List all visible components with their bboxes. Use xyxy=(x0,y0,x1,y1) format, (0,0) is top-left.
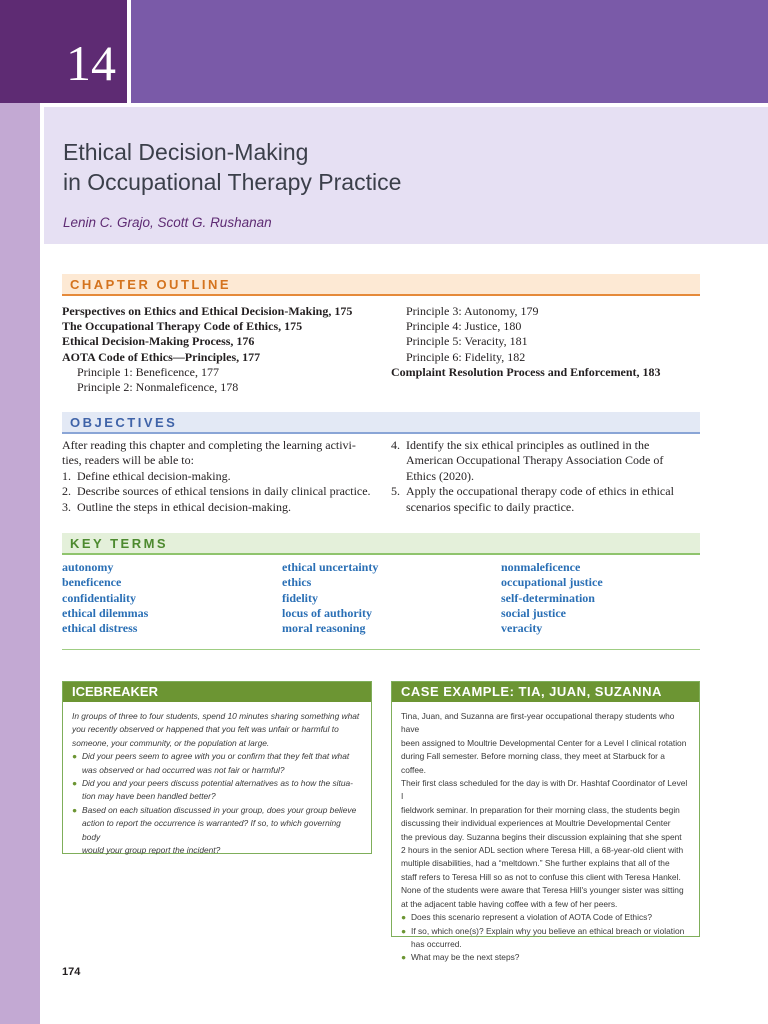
outline-item: Complaint Resolution Process and Enforcement, 183 xyxy=(391,364,661,379)
icebreaker-body xyxy=(63,702,371,857)
chapter-authors: Lenin C. Grajo, Scott G. Rushanan xyxy=(63,215,272,230)
case-line: Tina, Juan, and Suzanna are first-year occupational therapy students who have xyxy=(401,711,675,735)
key-term-link[interactable]: nonmaleficence xyxy=(501,560,581,574)
icebreaker-bullet: ● Did you and your peers discuss potential alternatives as to how the situa- tion may have been handled better? xyxy=(72,777,361,804)
objective-item: 5. Apply the occupational therapy code of ethics in ethical scenarios specific to daily practice. xyxy=(391,484,674,514)
objective-item: 2. Describe sources of ethical tensions in daily clinical practice. xyxy=(62,484,371,499)
icebreaker-box xyxy=(62,681,372,854)
key-term-link[interactable]: moral reasoning xyxy=(282,621,366,636)
key-term-link[interactable]: fidelity xyxy=(282,590,318,605)
objective-item: 4. Identify the six ethical principles as outlined in the American Occupational Therapy Association Code of Ethics (2020). xyxy=(391,438,664,483)
objectives-intro-line: After reading this chapter and completing the learning activi- xyxy=(62,438,356,452)
case-line: staff refers to Teresa Hill so as not to confuse this client with Teresa Hankel. xyxy=(401,871,681,882)
chapter-number-box xyxy=(0,0,127,103)
case-line: discussing their individual experiences at Moultrie Developmental Center xyxy=(401,818,671,829)
outline-item: The Occupational Therapy Code of Ethics, 175 xyxy=(62,319,303,334)
icebreaker-heading: ICEBREAKER xyxy=(63,682,371,702)
case-line: None of the students were aware that Teresa Hill's younger sister was sitting xyxy=(401,885,684,896)
key-term-link[interactable]: locus of authority xyxy=(282,605,372,620)
case-line: been assigned to Moultrie Developmental Center for a Level I clinical rotation xyxy=(401,737,687,748)
case-line: the previous day. Suzanna begins their discussion explaining that she spent xyxy=(401,831,682,842)
key-terms-heading: KEY TERMS xyxy=(62,533,700,555)
case-line: Their first class scheduled for the day is with Dr. Hashtaf Coordinator of Level I xyxy=(401,778,688,802)
key-term-link[interactable]: ethical dilemmas xyxy=(62,605,149,620)
outline-item: Ethical Decision-Making Process, 176 xyxy=(62,334,255,349)
bullet-icon: ● xyxy=(401,952,407,963)
key-term-link[interactable]: social justice xyxy=(501,605,566,620)
key-term-link[interactable]: occupational justice xyxy=(501,575,603,590)
case-bullet: ● What may be the next steps? xyxy=(401,951,691,964)
objective-item: 1. Define ethical decision-making. xyxy=(62,468,231,483)
case-line: 2 hours in the senior ADL section where Teresa Hill, a 68-year-old client with xyxy=(401,845,684,856)
key-term-link[interactable]: ethical uncertainty xyxy=(282,560,379,574)
chapter-number: 14 xyxy=(66,35,116,91)
chapter-title xyxy=(63,137,401,197)
case-line: multiple disabilities, had a “meltdown.” She further explains that all of the xyxy=(401,858,670,869)
key-term-link[interactable]: autonomy xyxy=(62,560,114,574)
case-bullet: ● Does this scenario represent a violation of AOTA Code of Ethics? xyxy=(401,911,691,924)
objective-item: 3. Outline the steps in ethical decision-making. xyxy=(62,499,291,514)
key-terms-column-1 xyxy=(62,560,148,636)
key-term-link[interactable]: ethics xyxy=(282,575,312,590)
icebreaker-line: In groups of three to four students, spend 10 minutes sharing something what xyxy=(72,711,360,721)
chapter-outline-heading: CHAPTER OUTLINE xyxy=(62,274,700,296)
outline-item: Principle 5: Veracity, 181 xyxy=(406,334,528,349)
outline-item: Principle 2: Nonmaleficence, 178 xyxy=(77,380,239,395)
case-bullet: ● If so, which one(s)? Explain why you believe an ethical breach or violation has occurred. xyxy=(401,925,691,952)
outline-item: AOTA Code of Ethics—Principles, 177 xyxy=(62,349,261,364)
key-terms-divider xyxy=(62,649,700,650)
key-terms-column-2 xyxy=(282,560,378,636)
case-line: fieldwork seminar. In preparation for their morning class, the students begin xyxy=(401,804,680,815)
case-example-heading: CASE EXAMPLE: TIA, JUAN, SUZANNA xyxy=(392,682,699,702)
outline-item: Principle 1: Beneficence, 177 xyxy=(77,364,219,379)
bullet-icon: ● xyxy=(401,925,407,936)
bullet-icon: ● xyxy=(401,912,407,923)
key-term-link[interactable]: self-determination xyxy=(501,590,595,605)
objectives-right-column xyxy=(391,438,703,515)
icebreaker-bullet: ● Based on each situation discussed in your group, does your group believe action to report the occurrence is warranted? If so, to which governing body would your group report the incident? xyxy=(72,804,361,858)
objectives-heading: OBJECTIVES xyxy=(62,412,700,434)
case-line: at the adjacent table having coffee with a few of her peers. xyxy=(401,898,618,909)
objectives-intro-line: ties, readers will be able to: xyxy=(62,453,194,468)
icebreaker-line: you recently observed or happened that you felt was unfair or harmful to xyxy=(72,724,339,735)
case-example-box xyxy=(391,681,700,963)
left-color-strip xyxy=(0,0,40,1024)
key-term-link[interactable]: ethical distress xyxy=(62,621,138,636)
bullet-icon: ● xyxy=(72,778,78,789)
outline-item: Principle 3: Autonomy, 179 xyxy=(406,304,539,318)
key-term-link[interactable]: veracity xyxy=(501,621,543,636)
key-terms-column-3 xyxy=(501,560,603,636)
key-term-link[interactable]: confidentiality xyxy=(62,590,136,605)
case-example-body xyxy=(392,702,699,965)
chapter-title-line-2: in Occupational Therapy Practice xyxy=(63,169,402,195)
outline-item: Perspectives on Ethics and Ethical Decision-Making, 175 xyxy=(62,304,353,318)
header-band xyxy=(131,0,768,103)
icebreaker-line: someone, your community, or the population at large. xyxy=(72,737,270,748)
outline-left-column xyxy=(62,304,352,395)
outline-right-column xyxy=(391,304,661,380)
page-number: 174 xyxy=(62,966,81,978)
outline-item: Principle 4: Justice, 180 xyxy=(406,319,522,334)
case-line: during Fall semester. Before morning class, they meet at Starbuck for a coffee. xyxy=(401,751,665,775)
bullet-icon: ● xyxy=(72,751,78,762)
bullet-icon: ● xyxy=(72,804,78,815)
objectives-left-column xyxy=(62,438,374,515)
icebreaker-bullet: ● Did your peers seem to agree with you or confirm that they felt that what was observed or had occurred was not fair or harmful? xyxy=(72,750,361,777)
outline-item: Principle 6: Fidelity, 182 xyxy=(406,349,526,364)
key-term-link[interactable]: beneficence xyxy=(62,575,122,590)
chapter-title-line-1: Ethical Decision-Making xyxy=(63,139,309,165)
